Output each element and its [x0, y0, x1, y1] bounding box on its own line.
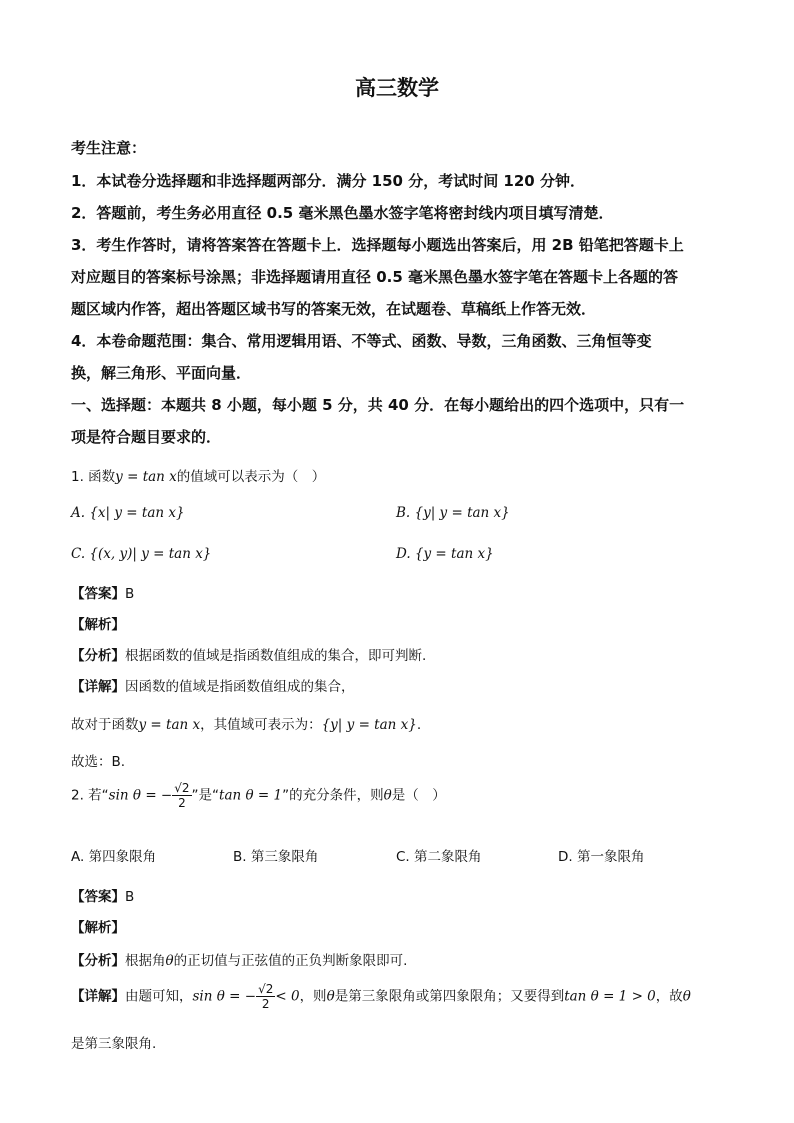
q1-option-d: D. {y = tan x}: [396, 546, 494, 562]
notice-line-3a: 3．考生作答时，请将答案答在答题卡上．选择题每小题选出答案后，用 2B 铅笔把答题卡上: [71, 236, 684, 254]
q1-xiangjie: 【详解】因函数的值域是指函数值组成的集合，: [71, 679, 355, 695]
q1-option-c: C. {(x, y)| y = tan x}: [71, 546, 212, 562]
q1-solution-line: 故对于函数y = tan x，其值域可表示为：{y| y = tan x}.: [71, 717, 422, 733]
q1-option-b: B. {y| y = tan x}: [396, 505, 510, 521]
notice-line-4a: 4．本卷命题范围：集合、常用逻辑用语、不等式、函数、导数，三角函数、三角恒等变: [71, 332, 652, 350]
section-heading-line-2: 项是符合题目要求的．: [71, 428, 222, 446]
q1-analysis-tag: 【解析】: [71, 617, 125, 633]
q2-fraction: $\frac{√2}{2}$: [174, 781, 190, 810]
q1-conclusion: 故选：B.: [71, 754, 126, 770]
q2-answer: 【答案】B: [71, 889, 135, 905]
section-heading-line-1: 一、选择题：本题共 8 小题，每小题 5 分，共 40 分．在每小题给出的四个选项中，只有一: [71, 396, 685, 414]
notice-line-2: 2．答题前，考生务必用直径 0.5 毫米黑色墨水签字笔将密封线内项目填写清楚．: [71, 204, 614, 222]
q1-answer: 【答案】B: [71, 586, 135, 602]
page-title: 高三数学: [355, 76, 439, 100]
notice-heading: 考生注意：: [71, 139, 147, 157]
q2-stem: 2. 若“sin θ = − $\frac{√2}{2}$ ”是“tan θ = 1”的充分条件，则θ是（ ）: [71, 781, 446, 810]
q1-stem-formula: y = tan x: [115, 469, 177, 485]
q1-option-a: A. {x| y = tan x}: [71, 505, 185, 521]
q2-conclusion: 是第三象限角.: [71, 1036, 157, 1052]
notice-line-1: 1．本试卷分选择题和非选择题两部分．满分 150 分，考试时间 120 分钟．: [71, 172, 585, 190]
q1-stem: 1. 函数y = tan x的值域可以表示为（ ）: [71, 469, 326, 485]
q2-option-c: C. 第二象限角: [396, 849, 482, 865]
q2-analysis-tag: 【解析】: [71, 920, 125, 936]
notice-line-4b: 换，解三角形、平面向量．: [71, 364, 252, 382]
q2-solution-fraction: $\frac{√2}{2}$: [258, 982, 274, 1011]
q2-option-a: A. 第四象限角: [71, 849, 157, 865]
notice-line-3c: 题区域内作答，超出答题区域书写的答案无效，在试题卷、草稿纸上作答无效．: [71, 300, 597, 318]
q2-xiangjie: 【详解】由题可知，sin θ = − $\frac{√2}{2}$ < 0，则θ是第三象限角或第四象限角；又要得到tan θ = 1 > 0，故θ: [71, 982, 691, 1011]
q2-option-b: B. 第三象限角: [233, 849, 319, 865]
notice-line-3b: 对应题目的答案标号涂黑；非选择题请用直径 0.5 毫米黑色墨水签字笔在答题卡上各题的答: [71, 268, 679, 286]
q2-fenxi: 【分析】根据角θ的正切值与正弦值的正负判断象限即可.: [71, 953, 408, 969]
q1-fenxi: 【分析】根据函数的值域是指函数值组成的集合，即可判断.: [71, 648, 427, 664]
q2-option-d: D. 第一象限角: [558, 849, 645, 865]
